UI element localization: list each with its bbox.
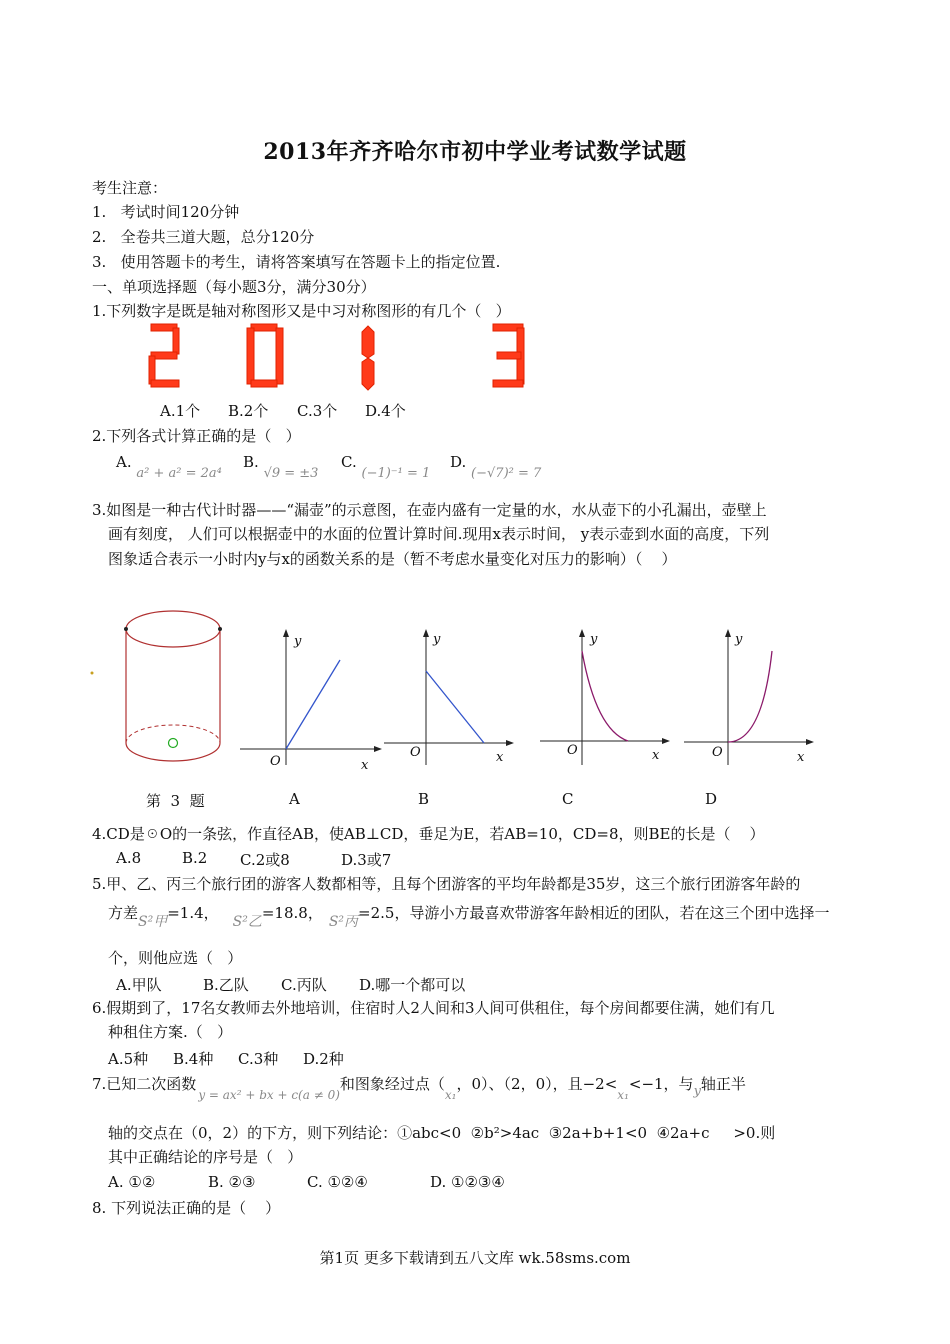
q4-option-a: A.8 [116, 849, 142, 867]
graph-c-origin: O [567, 743, 578, 758]
q1-option-b: B.2个 [228, 402, 269, 420]
graph-b-origin: O [410, 745, 421, 760]
digit-2 [149, 324, 179, 387]
q7-rest: ，0）、（2，0），且−2< [456, 1075, 618, 1093]
q7-line-3: 其中正确结论的序号是（ ） [108, 1148, 303, 1166]
q6-option-a: A.5种 [108, 1050, 149, 1068]
notice-item-2: 2. 全卷共三道大题，总分120分 [92, 228, 315, 246]
q1-option-c: C.3个 [297, 402, 338, 420]
q4-stem: 4.CD是☉O的一条弦，作直径AB，使AB⊥CD，垂足为E，若AB=10，CD=8，则BE的长是（ ） [92, 825, 765, 843]
graph-d-y-label: y [735, 632, 743, 647]
q5-option-a: A.甲队 [116, 976, 162, 994]
q5-var-c: S²丙 [328, 914, 359, 930]
section-heading: 一、单项选择题（每小题3分，满分30分） [92, 278, 376, 296]
q7-x1: x₁ [444, 1088, 457, 1102]
stray-dot [90, 671, 94, 675]
q5-var-b: S²乙 [232, 914, 262, 930]
q5-line-1: 5.甲、乙、丙三个旅行团的游客人数都相等，且每个团游客的平均年龄都是35岁，这三个旅行团游客年龄的 [92, 875, 801, 893]
q4-option-d: D.3或7 [341, 851, 392, 869]
q2-option-d-label: D. [450, 453, 467, 471]
graph-c [538, 625, 688, 775]
q2-option-c-label: C. [341, 453, 357, 471]
q7-mid: 和图象经过点（ [339, 1075, 445, 1093]
notice-item-1: 1. 考试时间120分钟 [92, 203, 240, 221]
notice-item-3: 3. 使用答题卡的考生，请将答案填写在答题卡上的指定位置. [92, 253, 501, 271]
q5-val-b: =18.8， [261, 904, 323, 922]
q7-rest-2: <−1，与 [628, 1075, 694, 1093]
digit-1 [362, 326, 374, 390]
graph-d [682, 625, 832, 775]
q2-stem: 2.下列各式计算正确的是（ ） [92, 427, 301, 445]
q5-line-2 [108, 903, 830, 930]
q7-prefix: 7.已知二次函数 [92, 1075, 197, 1093]
q5-val-a: =1.4， [167, 904, 219, 922]
q6-option-b: B.4种 [173, 1050, 214, 1068]
page-footer: 第1页 更多下载请到五八文库 wk.58sms.com [319, 1249, 631, 1267]
graph-b-x-label: x [496, 750, 504, 765]
q2-option-a-expr: a² + a² = 2a⁴ [136, 466, 222, 481]
graph-d-x-label: x [797, 750, 805, 765]
q4-option-b: B.2 [182, 849, 208, 867]
q6-option-c: C.3种 [238, 1050, 279, 1068]
page-title: 2013年齐齐哈尔市初中学业考试数学试题 [263, 139, 687, 165]
digit-0 [247, 324, 283, 387]
q5-var-a: S²甲 [138, 914, 168, 930]
q2-option-c-expr: (−1)⁻¹ = 1 [361, 466, 431, 481]
notice-heading: 考生注意： [92, 179, 168, 197]
q2-option-b-label: B. [243, 453, 259, 471]
graph-a [238, 625, 388, 775]
q7-function: y = ax² + bx + c(a ≠ 0) [198, 1088, 340, 1102]
q5-var-prefix: 方差 [108, 904, 139, 922]
q2-option-d-expr: (−√7)² = 7 [471, 466, 542, 481]
q5-line-3: 个，则他应选（ ） [108, 949, 243, 967]
q2-option-a-label: A. [116, 453, 132, 471]
q7-option-c: C. ①②④ [307, 1173, 368, 1191]
graph-d-origin: O [712, 745, 723, 760]
graph-a-origin: O [270, 754, 281, 769]
q6-option-d: D.2种 [303, 1050, 344, 1068]
q2-option-b-expr: √9 = ±3 [263, 466, 319, 481]
figure-caption: 第 3 题 [146, 792, 205, 810]
graph-label-d: D [705, 790, 718, 808]
q7-option-b: B. ②③ [208, 1173, 256, 1191]
q7-y-axis: y [693, 1084, 701, 1099]
q3-line-3: 图象适合表示一小时内y与x的函数关系的是（暂不考虑水量变化对压力的影响）（ ） [108, 550, 677, 568]
q6-line-1: 6.假期到了，17名女教师去外地培训，住宿时人2人间和3人间可供租住，每个房间都要住满，她们有几 [92, 999, 775, 1017]
q2-option-b [243, 453, 319, 481]
q1-option-d: D.4个 [365, 402, 406, 420]
graph-c-y-label: y [590, 632, 598, 647]
q4-option-c: C.2或8 [240, 851, 290, 869]
graph-c-x-label: x [652, 748, 660, 763]
q3-line-1: 3.如图是一种古代计时器——“漏壶”的示意图，在壶内盛有一定量的水，水从壶下的小孔漏出，壶壁上 [92, 501, 767, 519]
q2-option-a [116, 453, 222, 481]
q3-line-2: 画有刻度， 人们可以根据壶中的水面的位置计算时间.现用x表示时间， y表示壶到水面的高度，下列 [108, 525, 770, 543]
q8-stem: 8. 下列说法正确的是（ ） [92, 1199, 281, 1217]
q1-stem: 1.下列数字是既是轴对称图形又是中习对称图形的有几个（ ） [92, 302, 511, 320]
graph-b-y-label: y [433, 632, 441, 647]
q6-line-2: 种租住方案.（ ） [108, 1023, 233, 1041]
q5-val-c: =2.5，导游小方最喜欢带游客年龄相近的团队，若在这三个团中选择一 [358, 904, 830, 922]
q7-rest-3: 轴正半 [700, 1075, 746, 1093]
graph-label-b: B [418, 790, 430, 808]
digit-3 [493, 324, 524, 387]
graph-label-c: C [562, 790, 574, 808]
q7-option-d: D. ①②③④ [430, 1173, 505, 1191]
graph-label-a: A [289, 790, 300, 808]
q7-line-2: 轴的交点在（0，2）的下方，则下列结论：①abc<0 ②b²>4ac ③2a+b+1<0 ④2a+c >0.则 [108, 1124, 776, 1142]
q5-option-c: C.丙队 [281, 976, 327, 994]
q1-option-a: A.1个 [160, 402, 201, 420]
vessel-figure [118, 605, 228, 765]
q2-option-d [450, 453, 542, 481]
q7-option-a: A. ①② [108, 1173, 156, 1191]
digit-display [145, 322, 545, 392]
q2-option-c [341, 453, 431, 481]
graph-a-y-label: y [294, 634, 302, 649]
q5-option-d: D.哪一个都可以 [359, 976, 466, 994]
q7-line-1 [92, 1074, 746, 1102]
graph-a-x-label: x [361, 758, 369, 773]
graph-b [382, 625, 532, 775]
q5-option-b: B.乙队 [203, 976, 249, 994]
q7-x1-b: x₁ [617, 1088, 629, 1102]
